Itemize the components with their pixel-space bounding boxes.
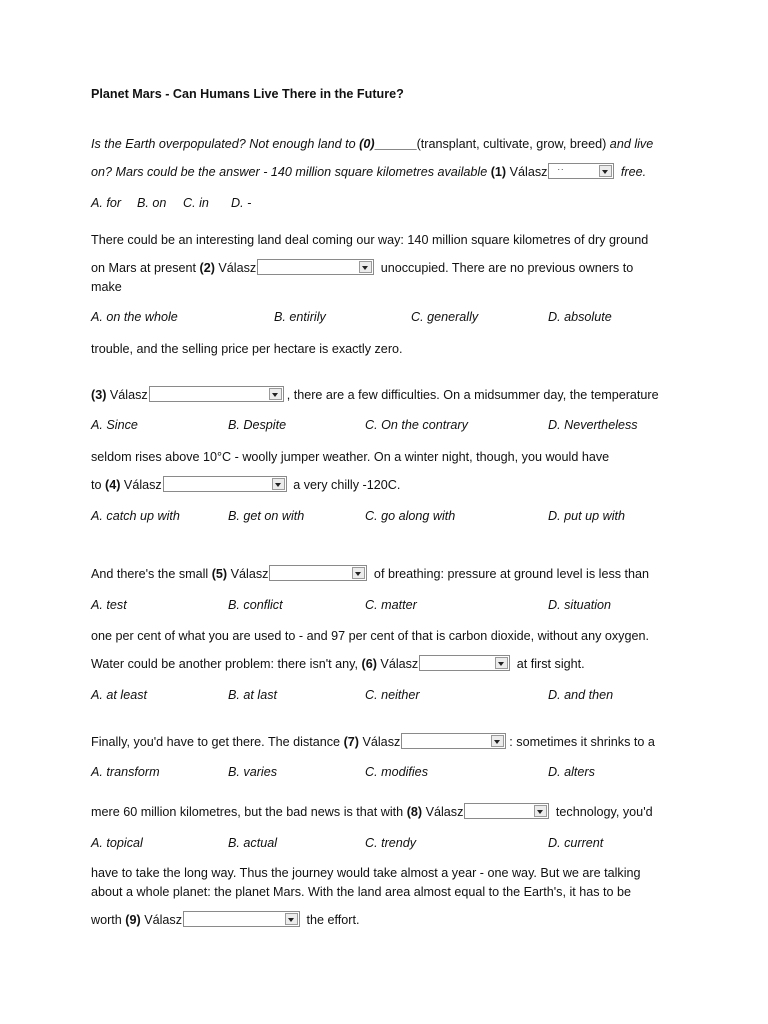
q5-option-d: D. situation: [548, 598, 611, 612]
q3-option-c: C. On the contrary: [365, 418, 468, 432]
answer-label: Válasz: [123, 478, 162, 492]
text: to: [91, 478, 106, 492]
chevron-down-icon[interactable]: [269, 388, 282, 400]
answer-select-4[interactable]: [163, 476, 287, 492]
chevron-down-icon[interactable]: [352, 567, 365, 579]
q1-option-b: B. on: [137, 196, 167, 210]
question-8-number: (8): [406, 805, 423, 819]
answer-label: Válasz: [509, 165, 548, 179]
q2-option-a: A. on the whole: [91, 310, 178, 324]
text: on? Mars could be the answer - 140 million square kilometres available: [91, 165, 491, 179]
paragraph-9-line-1: [91, 805, 653, 819]
question-5-number: (5): [211, 567, 228, 581]
text: And there's the small: [91, 567, 212, 581]
selected-value: ..: [557, 162, 565, 173]
paragraph-10-line-3: [91, 913, 360, 927]
answer-label: Válasz: [218, 261, 257, 275]
q7-option-a: A. transform: [91, 765, 160, 779]
text: on Mars at present: [91, 261, 200, 275]
paragraph-7-line-1: one per cent of what you are used to - and 97 per cent of that is carbon dioxide, without any oxygen.: [91, 629, 649, 643]
answer-select-2[interactable]: [257, 259, 374, 275]
question-3-number: (3): [91, 388, 107, 402]
q8-option-a: A. topical: [91, 836, 143, 850]
q6-option-b: B. at last: [228, 688, 277, 702]
q3-option-a: A. Since: [91, 418, 138, 432]
answer-label: Válasz: [230, 567, 269, 581]
q1-option-a: A. for: [91, 196, 122, 210]
answer-select-6[interactable]: [419, 655, 510, 671]
example-word-options: (transplant, cultivate, grow, breed): [416, 137, 607, 151]
chevron-down-icon[interactable]: [534, 805, 547, 817]
q2-option-c: C. generally: [411, 310, 479, 324]
page-title: Planet Mars - Can Humans Live There in the Future?: [91, 87, 404, 101]
paragraph-6-line-1: [91, 567, 649, 581]
text: unoccupied. There are no previous owners to: [377, 261, 634, 275]
q5-option-c: C. matter: [365, 598, 417, 612]
paragraph-2-line-3: make: [91, 280, 122, 294]
q7-option-b: B. varies: [228, 765, 277, 779]
paragraph-10-line-1: have to take the long way. Thus the journey would take almost a year - one way. But we are talking: [91, 866, 641, 880]
paragraph-2-line-1: There could be an interesting land deal coming our way: 140 million square kilometres of dry ground: [91, 233, 649, 247]
text: Finally, you'd have to get there. The distance: [91, 735, 344, 749]
chevron-down-icon[interactable]: [359, 261, 372, 273]
q1-option-c: C. in: [183, 196, 209, 210]
example-blank: ______: [374, 137, 417, 151]
question-4-number: (4): [105, 478, 121, 492]
paragraph-5-line-2: [91, 478, 400, 492]
chevron-down-icon[interactable]: [495, 657, 508, 669]
text: at first sight.: [513, 657, 585, 671]
paragraph-1-line-2: [91, 162, 647, 179]
text: a very chilly -120C.: [289, 478, 401, 492]
text: free.: [617, 165, 647, 179]
answer-select-9[interactable]: [183, 911, 300, 927]
q4-option-c: C. go along with: [365, 509, 456, 523]
question-6-number: (6): [361, 657, 377, 671]
text: technology, you'd: [552, 805, 653, 819]
paragraph-4-line-1: [91, 388, 659, 402]
question-9-number: (9): [125, 913, 141, 927]
text: and live: [606, 137, 654, 151]
example-number: (0): [359, 137, 375, 151]
text: worth: [91, 913, 126, 927]
q6-option-c: C. neither: [365, 688, 420, 702]
paragraph-7-line-2: [91, 657, 585, 671]
q4-option-d: D. put up with: [548, 509, 626, 523]
q7-option-d: D. alters: [548, 765, 595, 779]
q8-option-d: D. current: [548, 836, 604, 850]
q3-option-d: D. Nevertheless: [548, 418, 638, 432]
text: of breathing: pressure at ground level is less than: [370, 567, 650, 581]
answer-select-8[interactable]: [464, 803, 549, 819]
q2-option-d: D. absolute: [548, 310, 612, 324]
answer-label: Válasz: [425, 805, 464, 819]
answer-label: Válasz: [144, 913, 183, 927]
answer-select-7[interactable]: [401, 733, 506, 749]
paragraph-3-line-1: trouble, and the selling price per hectare is exactly zero.: [91, 342, 403, 356]
answer-select-3[interactable]: [149, 386, 284, 402]
paragraph-8-line-1: [91, 735, 655, 749]
q2-option-b: B. entirily: [274, 310, 326, 324]
q5-option-b: B. conflict: [228, 598, 283, 612]
answer-select-1[interactable]: [548, 163, 614, 179]
answer-select-5[interactable]: [269, 565, 367, 581]
paragraph-2-line-2: [91, 261, 633, 275]
q5-option-a: A. test: [91, 598, 127, 612]
q6-option-d: D. and then: [548, 688, 614, 702]
text: Is the Earth overpopulated? Not enough land to: [91, 137, 360, 151]
text: mere 60 million kilometres, but the bad news is that with: [91, 805, 407, 819]
text: : sometimes it shrinks to a: [509, 735, 655, 749]
q8-option-b: B. actual: [228, 836, 278, 850]
paragraph-10-line-2: about a whole planet: the planet Mars. With the land area almost equal to the Earth's, it has to be: [91, 885, 632, 899]
q3-option-b: B. Despite: [228, 418, 287, 432]
q1-option-d: D. -: [231, 196, 252, 210]
question-7-number: (7): [343, 735, 359, 749]
q6-option-a: A. at least: [91, 688, 148, 702]
answer-label: Válasz: [109, 388, 148, 402]
answer-label: Válasz: [380, 657, 419, 671]
text: , there are a few difficulties. On a midsummer day, the temperature: [286, 388, 659, 402]
text: Water could be another problem: there isn't any,: [91, 657, 362, 671]
question-2-number: (2): [199, 261, 215, 275]
q4-option-a: A. catch up with: [91, 509, 180, 523]
text: the effort.: [303, 913, 360, 927]
chevron-down-icon[interactable]: [491, 735, 504, 747]
q8-option-c: C. trendy: [365, 836, 417, 850]
q7-option-c: C. modifies: [365, 765, 428, 779]
paragraph-1-line-1: [91, 137, 653, 151]
chevron-down-icon[interactable]: [285, 913, 298, 925]
paragraph-5-line-1: seldom rises above 10°C - woolly jumper weather. On a winter night, though, you would have: [91, 450, 610, 464]
question-1-number: (1): [490, 165, 507, 179]
answer-label: Válasz: [362, 735, 401, 749]
chevron-down-icon[interactable]: [599, 165, 612, 177]
chevron-down-icon[interactable]: [272, 478, 285, 490]
q4-option-b: B. get on with: [228, 509, 305, 523]
